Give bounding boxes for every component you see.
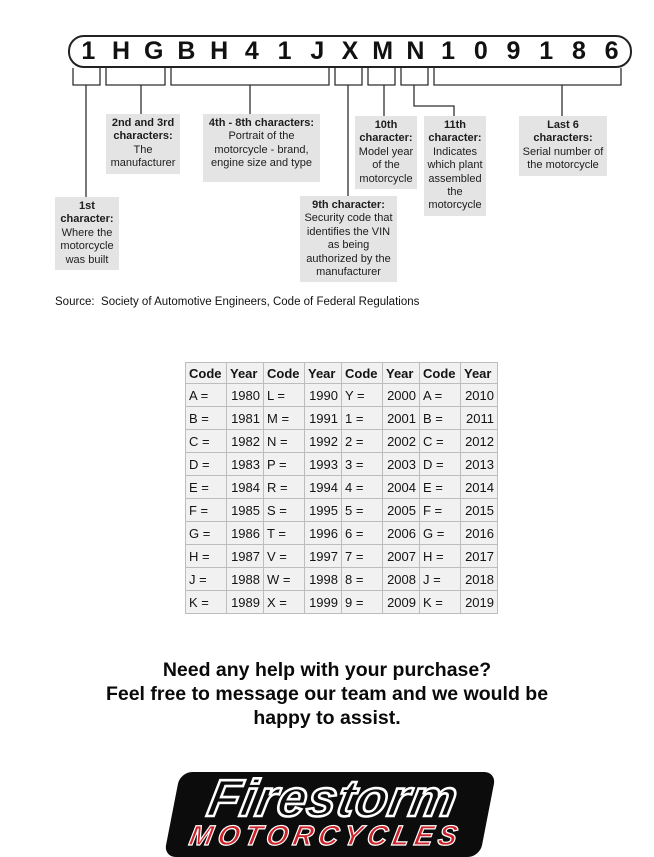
year-cell: 2003 xyxy=(383,453,420,476)
table-row xyxy=(186,591,498,614)
year-cell: 2012 xyxy=(461,430,498,453)
code-cell: H = xyxy=(186,545,227,568)
table-row xyxy=(186,384,498,407)
code-cell: B = xyxy=(186,407,227,430)
code-cell: B = xyxy=(420,407,461,430)
help-message-line: Feel free to message our team and we would be xyxy=(105,683,549,705)
year-cell: 1996 xyxy=(305,522,342,545)
table-header-cell: Year xyxy=(305,363,342,384)
year-cell: 1991 xyxy=(305,407,342,430)
code-cell: W = xyxy=(264,568,305,591)
code-cell: 3 = xyxy=(342,453,383,476)
year-cell: 1995 xyxy=(305,499,342,522)
year-cell: 2011 xyxy=(461,407,498,430)
vin-character: N xyxy=(406,37,425,65)
year-cell: 2002 xyxy=(383,430,420,453)
code-cell: K = xyxy=(186,591,227,614)
code-cell: D = xyxy=(186,453,227,476)
vin-character: 1 xyxy=(277,37,292,65)
callout-title: 1st character: xyxy=(60,200,114,226)
vin-character: 4 xyxy=(244,37,259,65)
source-note: Source: Society of Automotive Engineers, Code of Federal Regulations xyxy=(55,296,420,308)
year-cell: 1982 xyxy=(227,430,264,453)
code-cell: P = xyxy=(264,453,305,476)
code-cell: M = xyxy=(264,407,305,430)
table-header-cell: Code xyxy=(264,363,305,384)
code-cell: N = xyxy=(264,430,305,453)
help-message-line: Need any help with your purchase? xyxy=(162,659,492,681)
year-cell: 1989 xyxy=(227,591,264,614)
callout-body: Security code that identifies the VIN as being authorized by the manufacturer xyxy=(304,212,393,279)
code-cell: L = xyxy=(264,384,305,407)
table-header-cell: Code xyxy=(342,363,383,384)
year-cell: 2008 xyxy=(383,568,420,591)
code-cell: 2 = xyxy=(342,430,383,453)
year-cell: 2005 xyxy=(383,499,420,522)
vin-character: B xyxy=(177,37,196,65)
year-cell: 1984 xyxy=(227,476,264,499)
code-cell: 4 = xyxy=(342,476,383,499)
callout-9th-character xyxy=(300,196,397,282)
logo-subbrand-text: MOTORCYCLES xyxy=(186,820,466,852)
vin-character: H xyxy=(112,37,131,65)
year-cell: 1999 xyxy=(305,591,342,614)
year-cell: 1988 xyxy=(227,568,264,591)
callout-title: 2nd and 3rd characters: xyxy=(111,117,175,143)
table-header-cell: Code xyxy=(186,363,227,384)
vin-box xyxy=(68,35,632,68)
year-cell: 2014 xyxy=(461,476,498,499)
code-cell: T = xyxy=(264,522,305,545)
code-cell: F = xyxy=(420,499,461,522)
callout-body: Serial number of the motorcycle xyxy=(522,145,604,172)
code-cell: G = xyxy=(420,522,461,545)
year-cell: 2007 xyxy=(383,545,420,568)
vin-character: 9 xyxy=(506,37,521,65)
year-cell: 2016 xyxy=(461,522,498,545)
year-cell: 1986 xyxy=(227,522,264,545)
callout-body: Indicates which plant assembled the motorcycle xyxy=(427,145,483,212)
year-cell: 2001 xyxy=(383,407,420,430)
year-cell: 2004 xyxy=(383,476,420,499)
code-cell: D = xyxy=(420,453,461,476)
callout-11th-character xyxy=(424,116,486,216)
year-cell: 1980 xyxy=(227,384,264,407)
year-cell: 1985 xyxy=(227,499,264,522)
vin-character: X xyxy=(341,37,359,65)
table-row xyxy=(186,568,498,591)
year-cell: 2019 xyxy=(461,591,498,614)
vin-character: 0 xyxy=(473,37,488,65)
code-cell: 8 = xyxy=(342,568,383,591)
table-header-cell: Year xyxy=(383,363,420,384)
table-row xyxy=(186,545,498,568)
code-cell: 9 = xyxy=(342,591,383,614)
year-cell: 1987 xyxy=(227,545,264,568)
table-row xyxy=(186,499,498,522)
year-cell: 2006 xyxy=(383,522,420,545)
vin-character: G xyxy=(144,37,164,65)
callout-body: Portrait of the motorcycle - brand, engine size and type xyxy=(211,130,312,170)
year-cell: 1998 xyxy=(305,568,342,591)
table-row xyxy=(186,476,498,499)
code-cell: G = xyxy=(186,522,227,545)
year-cell: 1990 xyxy=(305,384,342,407)
code-cell: J = xyxy=(420,568,461,591)
callout-title: Last 6 characters: xyxy=(533,119,593,145)
code-cell: R = xyxy=(264,476,305,499)
code-cell: C = xyxy=(186,430,227,453)
callout-body: The manufacturer xyxy=(110,143,176,170)
code-cell: H = xyxy=(420,545,461,568)
code-cell: 5 = xyxy=(342,499,383,522)
vin-character: 6 xyxy=(604,37,619,65)
code-cell: E = xyxy=(420,476,461,499)
vin-character: J xyxy=(310,37,325,65)
vin-character: H xyxy=(210,37,229,65)
code-cell: A = xyxy=(420,384,461,407)
year-cell: 1981 xyxy=(227,407,264,430)
table-row xyxy=(186,453,498,476)
vin-character: 8 xyxy=(571,37,586,65)
help-message xyxy=(0,658,654,730)
logo-brand-text: Firestorm xyxy=(203,770,464,828)
year-cell: 1993 xyxy=(305,453,342,476)
callout-body: Where the motorcycle was built xyxy=(60,226,114,266)
year-cell: 2009 xyxy=(383,591,420,614)
year-cell: 2010 xyxy=(461,384,498,407)
vin-character: M xyxy=(372,37,394,65)
callout-2nd-3rd-characters xyxy=(106,114,180,174)
table-header-cell: Year xyxy=(227,363,264,384)
code-cell: 7 = xyxy=(342,545,383,568)
code-cell: C = xyxy=(420,430,461,453)
code-cell: S = xyxy=(264,499,305,522)
code-cell: 6 = xyxy=(342,522,383,545)
vin-character: 1 xyxy=(539,37,554,65)
vin-character: 1 xyxy=(441,37,456,65)
callout-body: Model year of the motorcycle xyxy=(358,145,414,185)
table-header-cell: Code xyxy=(420,363,461,384)
code-cell: 1 = xyxy=(342,407,383,430)
code-cell: F = xyxy=(186,499,227,522)
year-cell: 1983 xyxy=(227,453,264,476)
year-cell: 2015 xyxy=(461,499,498,522)
table-row xyxy=(186,522,498,545)
year-cell: 2018 xyxy=(461,568,498,591)
code-cell: E = xyxy=(186,476,227,499)
code-cell: K = xyxy=(420,591,461,614)
vin-character: 1 xyxy=(81,37,96,65)
callout-4th-8th-characters xyxy=(203,114,320,182)
code-cell: X = xyxy=(264,591,305,614)
callout-title: 9th character: xyxy=(312,199,385,211)
year-cell: 1992 xyxy=(305,430,342,453)
callout-title: 11th character: xyxy=(428,119,482,145)
year-cell: 2017 xyxy=(461,545,498,568)
table-header-row xyxy=(186,363,498,384)
year-code-table xyxy=(185,362,498,614)
help-message-line: happy to assist. xyxy=(253,707,401,729)
callout-10th-character xyxy=(355,116,417,189)
table-row xyxy=(186,407,498,430)
code-cell: J = xyxy=(186,568,227,591)
code-cell: A = xyxy=(186,384,227,407)
table-row xyxy=(186,430,498,453)
code-cell: Y = xyxy=(342,384,383,407)
year-cell: 1994 xyxy=(305,476,342,499)
callout-title: 10th character: xyxy=(359,119,413,145)
year-cell: 2013 xyxy=(461,453,498,476)
year-cell: 1997 xyxy=(305,545,342,568)
year-cell: 2000 xyxy=(383,384,420,407)
code-cell: V = xyxy=(264,545,305,568)
callout-title: 4th - 8th characters: xyxy=(208,117,315,129)
firestorm-motorcycles-logo xyxy=(164,772,497,857)
table-header-cell: Year xyxy=(461,363,498,384)
callout-1st-character xyxy=(55,197,119,270)
callout-last-6-characters xyxy=(519,116,607,176)
